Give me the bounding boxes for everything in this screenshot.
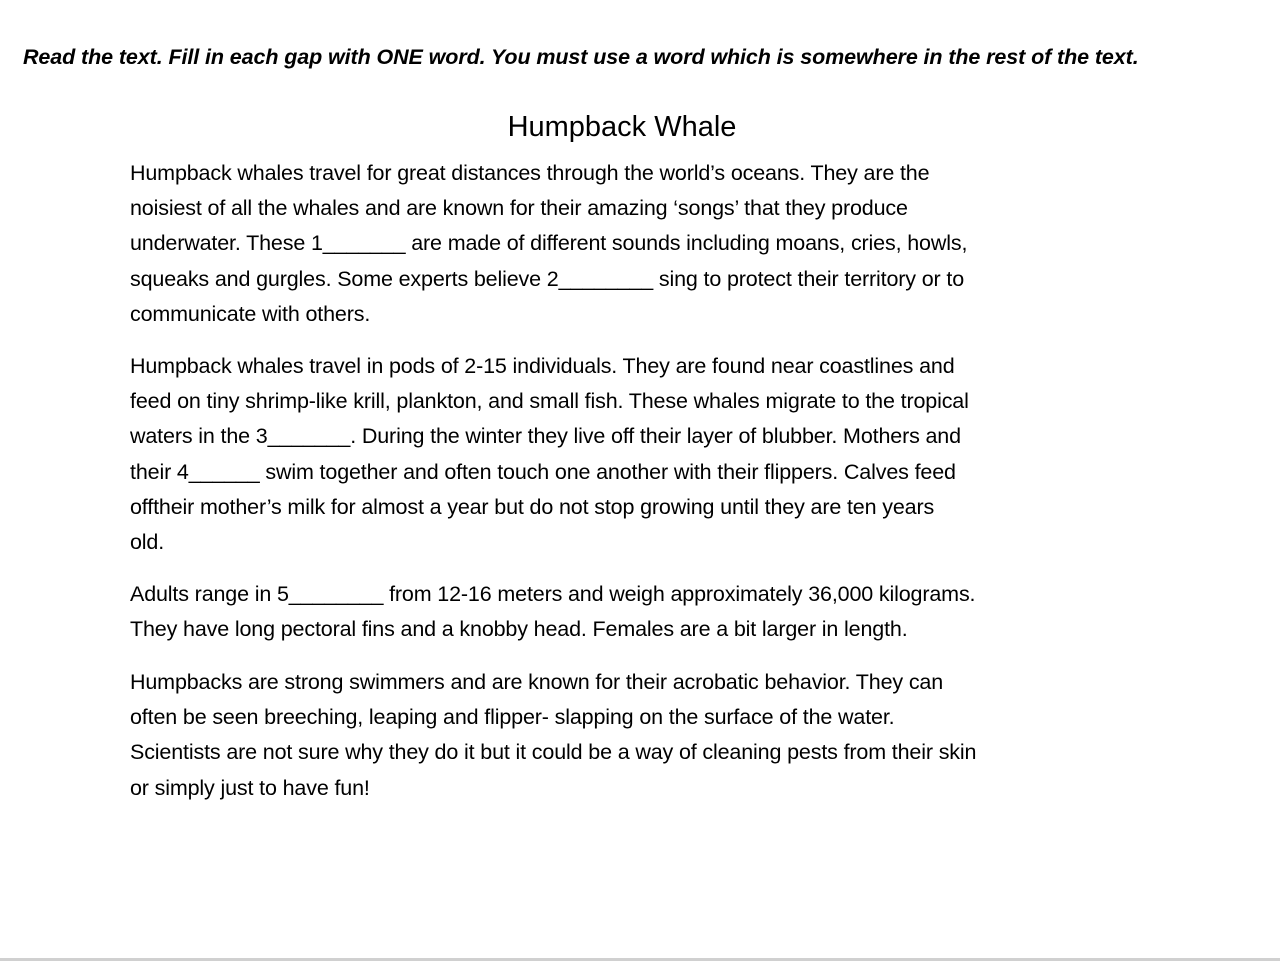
paragraph-line: old.: [130, 529, 165, 554]
paragraph-line: noisiest of all the whales and are known for their amazing ‘songs’ that they produce: [130, 196, 908, 221]
paragraph-line: offtheir mother’s milk for almost a year but do not stop growing until they are ten years: [130, 494, 935, 519]
paragraph-line: their 4______ swim together and often touch one another with their flippers. Calves feed: [130, 459, 956, 484]
paragraph-line: Humpbacks are strong swimmers and are known for their acrobatic behavior. They can: [130, 670, 944, 694]
paragraph-1: [130, 156, 1130, 332]
paragraph-line: Scientists are not sure why they do it but it could be a way of cleaning pests from their skin: [130, 740, 977, 765]
paragraph-3: [130, 577, 1130, 647]
paragraph-4: [130, 665, 1130, 806]
paragraph-line: waters in the 3_______. During the winter they live off their layer of blubber. Mothers and: [130, 424, 961, 449]
paragraph-line: or simply just to have fun!: [130, 775, 370, 800]
paragraph-line: squeaks and gurgles. Some experts believe 2________ sing to protect their territory or to: [130, 266, 965, 291]
document-title: Humpback Whale: [507, 111, 737, 143]
paragraph-line: Humpback whales travel for great distances through the world’s oceans. They are the: [130, 161, 930, 185]
paragraph-line: They have long pectoral fins and a knobby head. Females are a bit larger in length.: [130, 617, 908, 642]
paragraph-line: often be seen breeching, leaping and flipper- slapping on the surface of the water.: [130, 705, 895, 730]
paragraph-2: [130, 349, 1130, 560]
paragraph-line: communicate with others.: [130, 301, 371, 326]
paragraph-line: Humpback whales travel in pods of 2-15 individuals. They are found near coastlines and: [130, 354, 955, 378]
paragraph-line: underwater. These 1_______ are made of different sounds including moans, cries, howls,: [130, 231, 968, 256]
instruction-text: Read the text. Fill in each gap with ONE word. You must use a word which is somewhere in the rest of the text.: [23, 45, 1139, 69]
paragraph-line: feed on tiny shrimp-like krill, plankton, and small fish. These whales migrate to the tropical: [130, 389, 969, 414]
paragraph-line: Adults range in 5________ from 12-16 meters and weigh approximately 36,000 kilograms.: [130, 582, 976, 606]
